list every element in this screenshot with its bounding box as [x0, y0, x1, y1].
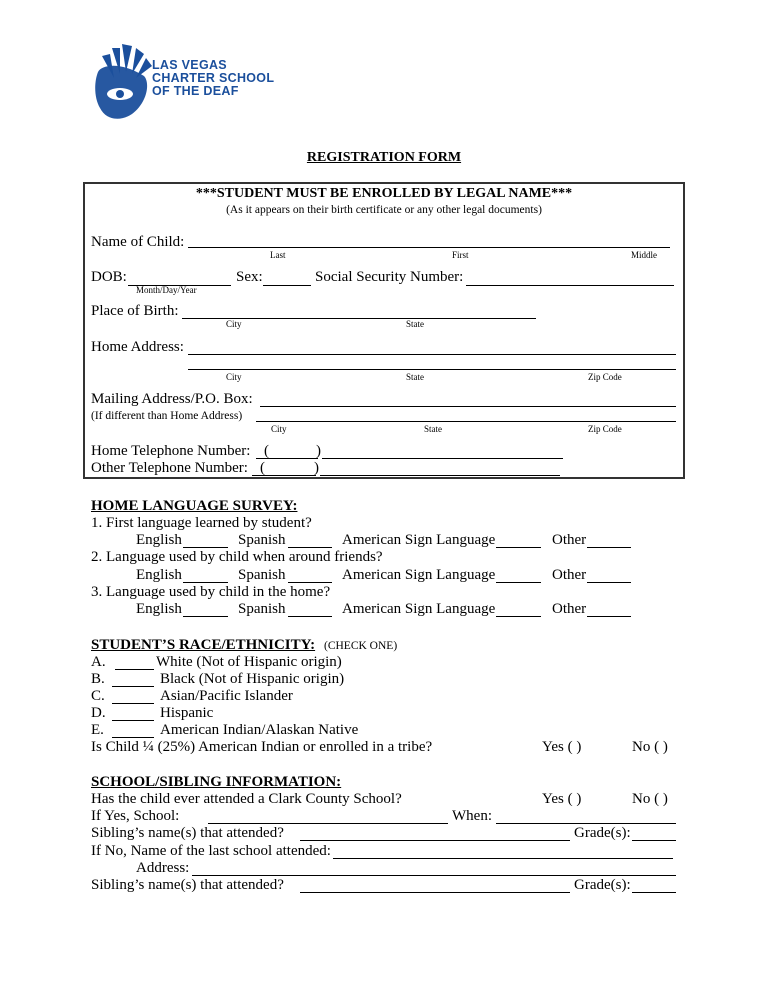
mailing-address-field-2[interactable] [256, 408, 676, 422]
school-heading: SCHOOL/SIBLING INFORMATION: [91, 774, 342, 790]
tribe-no-checkbox[interactable]: No ( ) [632, 739, 668, 755]
asl-blank[interactable] [496, 602, 541, 617]
race-letter-b: B. [91, 671, 105, 687]
spanish-blank[interactable] [288, 568, 332, 583]
race-label-d: Hispanic [160, 705, 214, 721]
pob-field[interactable] [182, 303, 536, 319]
logo-line-2: CHARTER SCHOOL [152, 71, 275, 85]
race-check-one-note: (CHECK ONE) [324, 640, 398, 652]
option-other: Other [552, 532, 587, 548]
when-field[interactable] [496, 808, 676, 824]
name-label: Name of Child: [91, 234, 185, 250]
middle-caption: Middle [631, 250, 657, 260]
ccsd-question: Has the child ever attended a Clark County School? [91, 791, 402, 807]
if-no-school-label: If No, Name of the last school attended: [91, 843, 331, 859]
race-letter-a: A. [91, 654, 106, 670]
home-state-caption: State [406, 372, 424, 382]
home-address-label: Home Address: [91, 339, 184, 355]
asl-blank[interactable] [496, 568, 541, 583]
other-phone-close-paren: ) [314, 460, 319, 476]
option-asl: American Sign Language [342, 532, 496, 548]
language-question-3: 3. Language used by child in the home? [91, 584, 331, 600]
mailing-state-caption: State [424, 424, 442, 434]
school-logo [92, 42, 292, 132]
other-blank[interactable] [587, 533, 631, 548]
home-phone-open-paren: ( [264, 443, 269, 459]
option-english: English [136, 567, 182, 583]
sibling-2-field[interactable] [300, 877, 570, 893]
pob-label: Place of Birth: [91, 303, 179, 319]
school-name-field[interactable] [208, 808, 448, 824]
home-address-field[interactable] [188, 339, 676, 355]
race-letter-d: D. [91, 705, 106, 721]
home-phone-close-paren: ) [316, 443, 321, 459]
race-label-b: Black (Not of Hispanic origin) [160, 671, 345, 687]
grade-2-label: Grade(s): [574, 877, 631, 893]
home-zip-caption: Zip Code [588, 372, 622, 382]
option-english: English [136, 532, 182, 548]
sex-field[interactable] [263, 270, 311, 286]
legal-name-notice: ***STUDENT MUST BE ENROLLED BY LEGAL NAME*** [195, 186, 573, 201]
name-field[interactable] [188, 232, 670, 248]
english-blank[interactable] [183, 602, 228, 617]
grade-2-field[interactable] [632, 877, 676, 893]
asl-blank[interactable] [496, 533, 541, 548]
legal-name-subnote: (As it appears on their birth certificate or any other legal documents) [226, 204, 542, 216]
logo-line-3: OF THE DEAF [152, 84, 239, 98]
race-letter-e: E. [91, 722, 104, 738]
dob-label: DOB: [91, 269, 127, 285]
grade-1-label: Grade(s): [574, 825, 631, 841]
language-question-2: 2. Language used by child when around friends? [91, 549, 383, 565]
spanish-blank[interactable] [288, 533, 332, 548]
mailing-city-caption: City [271, 424, 287, 434]
student-info-box [83, 182, 685, 479]
if-yes-school-label: If Yes, School: [91, 808, 180, 824]
other-blank[interactable] [587, 602, 631, 617]
option-english: English [136, 601, 182, 617]
sibling-2-label: Sibling’s name(s) that attended? [91, 877, 284, 893]
english-blank[interactable] [183, 533, 228, 548]
sex-label: Sex: [236, 269, 263, 285]
mailing-address-note: (If different than Home Address) [91, 410, 243, 422]
option-other: Other [552, 601, 587, 617]
home-phone-label: Home Telephone Number: [91, 443, 251, 459]
option-spanish: Spanish [238, 567, 286, 583]
last-caption: Last [270, 250, 286, 260]
race-letter-c: C. [91, 688, 105, 704]
ssn-field[interactable] [466, 270, 674, 286]
last-school-address-field[interactable] [192, 860, 676, 876]
home-phone-field[interactable] [322, 443, 563, 459]
english-blank[interactable] [183, 568, 228, 583]
race-blank-c[interactable] [112, 688, 154, 704]
tribe-question: Is Child ¼ (25%) American Indian or enrolled in a tribe? [91, 739, 433, 755]
sibling-1-field[interactable] [300, 825, 570, 841]
option-spanish: Spanish [238, 532, 286, 548]
option-asl: American Sign Language [342, 601, 496, 617]
race-label-a: White (Not of Hispanic origin) [156, 654, 342, 670]
other-phone-field[interactable] [320, 460, 560, 476]
option-other: Other [552, 567, 587, 583]
race-heading: STUDENT’S RACE/ETHNICITY: [91, 637, 316, 653]
pob-city-caption: City [226, 319, 242, 329]
pob-state-caption: State [406, 319, 424, 329]
dob-field[interactable] [128, 270, 231, 286]
race-blank-b[interactable] [112, 671, 154, 687]
race-blank-d[interactable] [112, 705, 154, 721]
race-blank-a[interactable] [115, 654, 154, 670]
page-title: REGISTRATION FORM [306, 150, 462, 165]
mailing-address-label: Mailing Address/P.O. Box: [91, 391, 253, 407]
ccsd-no-checkbox[interactable]: No ( ) [632, 791, 668, 807]
other-phone-open-paren: ( [260, 460, 265, 476]
other-blank[interactable] [587, 568, 631, 583]
option-spanish: Spanish [238, 601, 286, 617]
ssn-label: Social Security Number: [315, 269, 464, 285]
first-caption: First [452, 250, 469, 260]
language-survey-heading: HOME LANGUAGE SURVEY: [91, 498, 298, 514]
home-address-field-2[interactable] [188, 356, 676, 370]
address-label: Address: [136, 860, 190, 876]
dob-caption: Month/Day/Year [136, 285, 197, 295]
when-label: When: [452, 808, 492, 824]
grade-1-field[interactable] [632, 825, 676, 841]
tribe-yes-checkbox[interactable]: Yes ( ) [542, 739, 582, 755]
race-label-e: American Indian/Alaskan Native [160, 722, 359, 738]
mailing-address-field[interactable] [260, 391, 676, 407]
other-phone-label: Other Telephone Number: [91, 460, 248, 476]
language-question-1: 1. First language learned by student? [91, 515, 312, 531]
option-asl: American Sign Language [342, 567, 496, 583]
race-blank-e[interactable] [112, 722, 154, 738]
race-label-c: Asian/Pacific Islander [160, 688, 293, 704]
mailing-zip-caption: Zip Code [588, 424, 622, 434]
last-school-field[interactable] [333, 843, 673, 859]
ccsd-yes-checkbox[interactable]: Yes ( ) [542, 791, 582, 807]
logo-line-1: LAS VEGAS [152, 58, 227, 72]
spanish-blank[interactable] [288, 602, 332, 617]
home-city-caption: City [226, 372, 242, 382]
sibling-1-label: Sibling’s name(s) that attended? [91, 825, 284, 841]
